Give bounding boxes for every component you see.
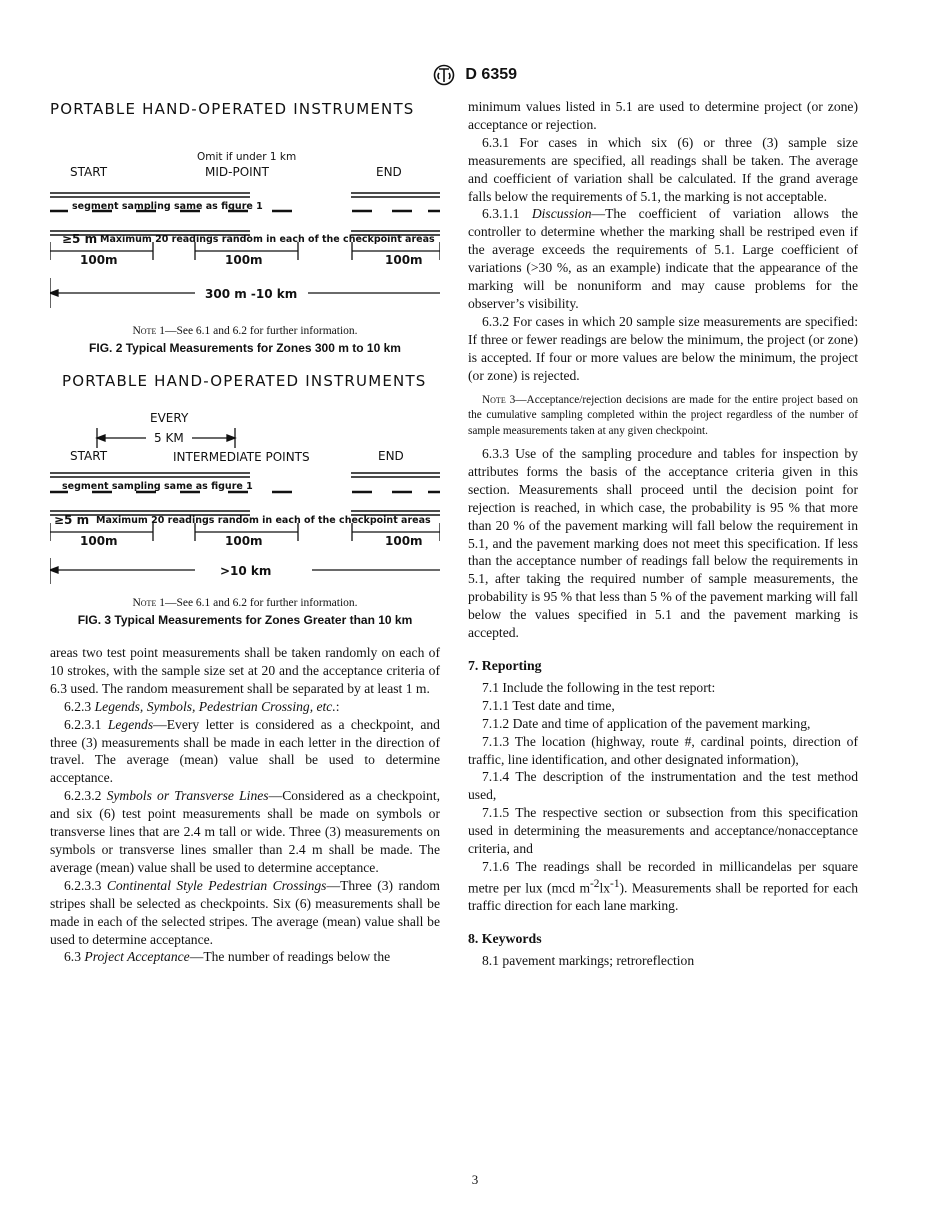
p63-text: —The number of readings below the bbox=[189, 949, 391, 965]
p6232-title: Symbols or Transverse Lines bbox=[106, 788, 269, 804]
p6233-title: Continental Style Pedestrian Crossings bbox=[106, 877, 327, 893]
left-column bbox=[50, 98, 440, 966]
fig2-omit-label: Omit if under 1 km bbox=[197, 151, 297, 163]
para-6-3-1-1 bbox=[468, 205, 858, 312]
para-6-2-3 bbox=[50, 698, 440, 716]
p6311-title: Discussion bbox=[531, 206, 592, 222]
fig3-start-label: START bbox=[70, 449, 108, 463]
note3-text: —Acceptance/rejection decisions are made for the entire project based on the cumulative sampling completed within the project regardless of the number of sample measurements taken at any given checkpoint. bbox=[468, 393, 859, 437]
fig3-mid-label: INTERMEDIATE POINTS bbox=[173, 450, 310, 464]
para-6-3 bbox=[50, 948, 440, 966]
para-7-1: 7.1 Include the following in the test report: bbox=[482, 679, 716, 695]
p6232-text: —Considered as a checkpoint, and six (6) test point measurements shall be made on symbols or transverse lines that are 2.4 m tall or wide. Three (3) measurements on symbols or transverse lines smaller than 2.4 m shall be made. The average (mean) value shall be used to determine acceptance. bbox=[50, 788, 440, 875]
note-3 bbox=[468, 393, 858, 440]
fig3-note bbox=[50, 596, 440, 611]
fig3-road-lines bbox=[50, 473, 440, 515]
p623-title: Legends, Symbols, Pedestrian Crossing, etc. bbox=[94, 698, 336, 714]
fig3-caption: FIG. 3 Typical Measurements for Zones Greater than 10 km bbox=[77, 613, 413, 627]
fig2-road-lines bbox=[50, 193, 440, 235]
fig3-5km-label: 5 KM bbox=[154, 431, 184, 445]
p716-sup2: -1 bbox=[610, 877, 620, 890]
para-7-1-4: 7.1.4 The description of the instrumentation and the test method used, bbox=[468, 769, 858, 803]
fig2-total-label: 300 m -10 km bbox=[205, 287, 298, 301]
fig2-note-label: Note 1 bbox=[132, 325, 165, 337]
p716-b: lx bbox=[599, 880, 611, 896]
fig3-dim2-label: 100m bbox=[225, 534, 263, 548]
right-column bbox=[468, 98, 858, 970]
p716-c: ). Measurements shall be reported for each traffic direction for each lane marking. bbox=[468, 880, 858, 914]
fig3-every-label: EVERY bbox=[150, 411, 189, 425]
note3-label: Note 3 bbox=[482, 393, 516, 406]
para-8-1: 8.1 pavement markings; retroreflection bbox=[482, 953, 695, 969]
para-min-values: minimum values listed in 5.1 are used to determine project (or zone) acceptance or rejection. bbox=[468, 99, 858, 132]
fig3-dim1-label: 100m bbox=[80, 534, 118, 548]
section-8-heading: 8. Keywords bbox=[468, 931, 542, 947]
p63-title: Project Acceptance bbox=[84, 949, 190, 965]
para-6-2-3-1 bbox=[50, 716, 440, 788]
para-7-1-3: 7.1.3 The location (highway, route #, cardinal points, direction of traffic, line identification, and other designated information), bbox=[468, 733, 858, 767]
p6231-title: Legends bbox=[107, 716, 154, 732]
para-6-3-2: 6.3.2 For cases in which 20 sample size measurements are specified: If three or fewer readings are below the minimum, the project (or zone) is accepted. If four or more values are below the minimum, the project (or zone) is rejected. bbox=[468, 313, 858, 383]
p6311-text: —The coefficient of variation allows the controller to determine whether the marking shall be restriped even if the average exceeds the requirements of 5.1. Large coefficient of variations (>30 %, as an example) indicate that the appearance of the marking will be nonuniform and may cause problems for the observer’s visibility. bbox=[468, 206, 858, 311]
fig3-dim3-label: 100m bbox=[385, 534, 423, 548]
standard-number: D 6359 bbox=[465, 66, 518, 84]
p6311-num: 6.3.1.1 bbox=[482, 206, 520, 222]
p6233-text: —Three (3) random stripes shall be selected as checkpoints. Six (6) measurements shall be made in each of the selected stripes. The average (mean) value shall be used to determine acceptance. bbox=[50, 877, 440, 947]
para-7-1-6 bbox=[468, 858, 858, 915]
fig2-title: PORTABLE HAND-OPERATED INSTRUMENTS bbox=[50, 100, 415, 118]
section-7-heading: 7. Reporting bbox=[468, 657, 542, 673]
fig3-segment-label: segment sampling same as figure 1 bbox=[62, 481, 253, 492]
fig2-caption: FIG. 2 Typical Measurements for Zones 300 m to 10 km bbox=[89, 341, 401, 355]
page-number: 3 bbox=[471, 1172, 479, 1187]
para-6-2-3-3 bbox=[50, 877, 440, 949]
fig3-end-label: END bbox=[378, 449, 404, 463]
p623-num: 6.2.3 bbox=[64, 698, 92, 714]
fig2-segment-label: segment sampling same as figure 1 bbox=[72, 201, 263, 212]
p6231-text: —Every letter is considered as a checkpoint, and three (3) measurements shall be made in each letter in the direction of travel. The average (mean) value shall be used to determine acceptance. bbox=[50, 716, 440, 786]
para-areas: areas two test point measurements shall be taken randomly on each of 10 strokes, with the sample size set at 20 and the acceptance criteria of 6.3 used. The random measurement shall be separated by at least 1 m. bbox=[50, 645, 440, 696]
fig3-note-text: —See 6.1 and 6.2 for further information. bbox=[164, 597, 358, 609]
fig3-title: PORTABLE HAND-OPERATED INSTRUMENTS bbox=[62, 372, 427, 390]
para-7-1-1: 7.1.1 Test date and time, bbox=[482, 697, 615, 713]
fig2-readings-label: Maximum 20 readings random in each of the checkpoint areas bbox=[100, 234, 435, 245]
fig2-min-label: ≥5 m bbox=[62, 232, 98, 246]
para-7-1-2: 7.1.2 Date and time of application of the pavement marking, bbox=[482, 715, 811, 731]
para-7-1-5: 7.1.5 The respective section or subsection from this specification used in determining the measurements and acceptance/nonacceptance criteria, and bbox=[468, 805, 858, 857]
p6231-num: 6.2.3.1 bbox=[64, 716, 102, 732]
fig3-min-label: ≥5 m bbox=[54, 513, 90, 527]
fig3-total-label: >10 km bbox=[220, 564, 272, 578]
fig3-readings-label: Maximum 20 readings random in each of the checkpoint areas bbox=[96, 515, 431, 526]
fig2-mid-label: MID-POINT bbox=[205, 165, 269, 179]
page-header bbox=[0, 64, 950, 86]
astm-logo-icon bbox=[433, 64, 455, 86]
p716-a: 7.1.6 The readings shall be recorded in millicandelas per square metre per lux (mcd m bbox=[468, 858, 858, 896]
p716-sup1: -2 bbox=[590, 877, 600, 890]
p6232-num: 6.2.3.2 bbox=[64, 788, 102, 804]
fig2-note bbox=[50, 324, 440, 339]
fig2-start-label: START bbox=[70, 165, 108, 179]
p63-num: 6.3 bbox=[64, 949, 81, 965]
figure-3-diagram bbox=[50, 370, 440, 592]
fig2-end-label: END bbox=[376, 165, 402, 179]
para-6-2-3-2 bbox=[50, 787, 440, 877]
fig2-note-text: —See 6.1 and 6.2 for further information. bbox=[164, 325, 358, 337]
fig3-note-label: Note 1 bbox=[132, 597, 165, 609]
p6233-num: 6.2.3.3 bbox=[64, 877, 102, 893]
fig2-dim3-label: 100m bbox=[385, 253, 423, 267]
figure-2-diagram bbox=[50, 98, 440, 320]
p623-tail: : bbox=[335, 698, 340, 714]
para-6-3-1: 6.3.1 For cases in which six (6) or three (3) sample size measurements are specified, all readings shall be taken. The average and coefficient of variation shall be calculated. If the grand average falls below the requirements of 5.1, the marking is not acceptable. bbox=[468, 134, 858, 204]
fig2-dim1-label: 100m bbox=[80, 253, 118, 267]
para-6-3-3: 6.3.3 Use of the sampling procedure and tables for inspection by attributes forms the basis of the acceptance criteria given in this section. Measurements shall proceed until the decision point for rejection is reached, in which case, the probability is 95 % that more than 20 % of the pavement marking will fall below the requirement in 5.1, and the pavement marking does not meet this specification. If less than the acceptance number of readings fall below the requirements in 5.1, after taking the required number of sample measurements, the probability is 95 % that less than 5 % of the pavement marking will fall below the values specified in 5.1 and the pavement marking is accepted. bbox=[468, 446, 858, 641]
fig2-dim2-label: 100m bbox=[225, 253, 263, 267]
